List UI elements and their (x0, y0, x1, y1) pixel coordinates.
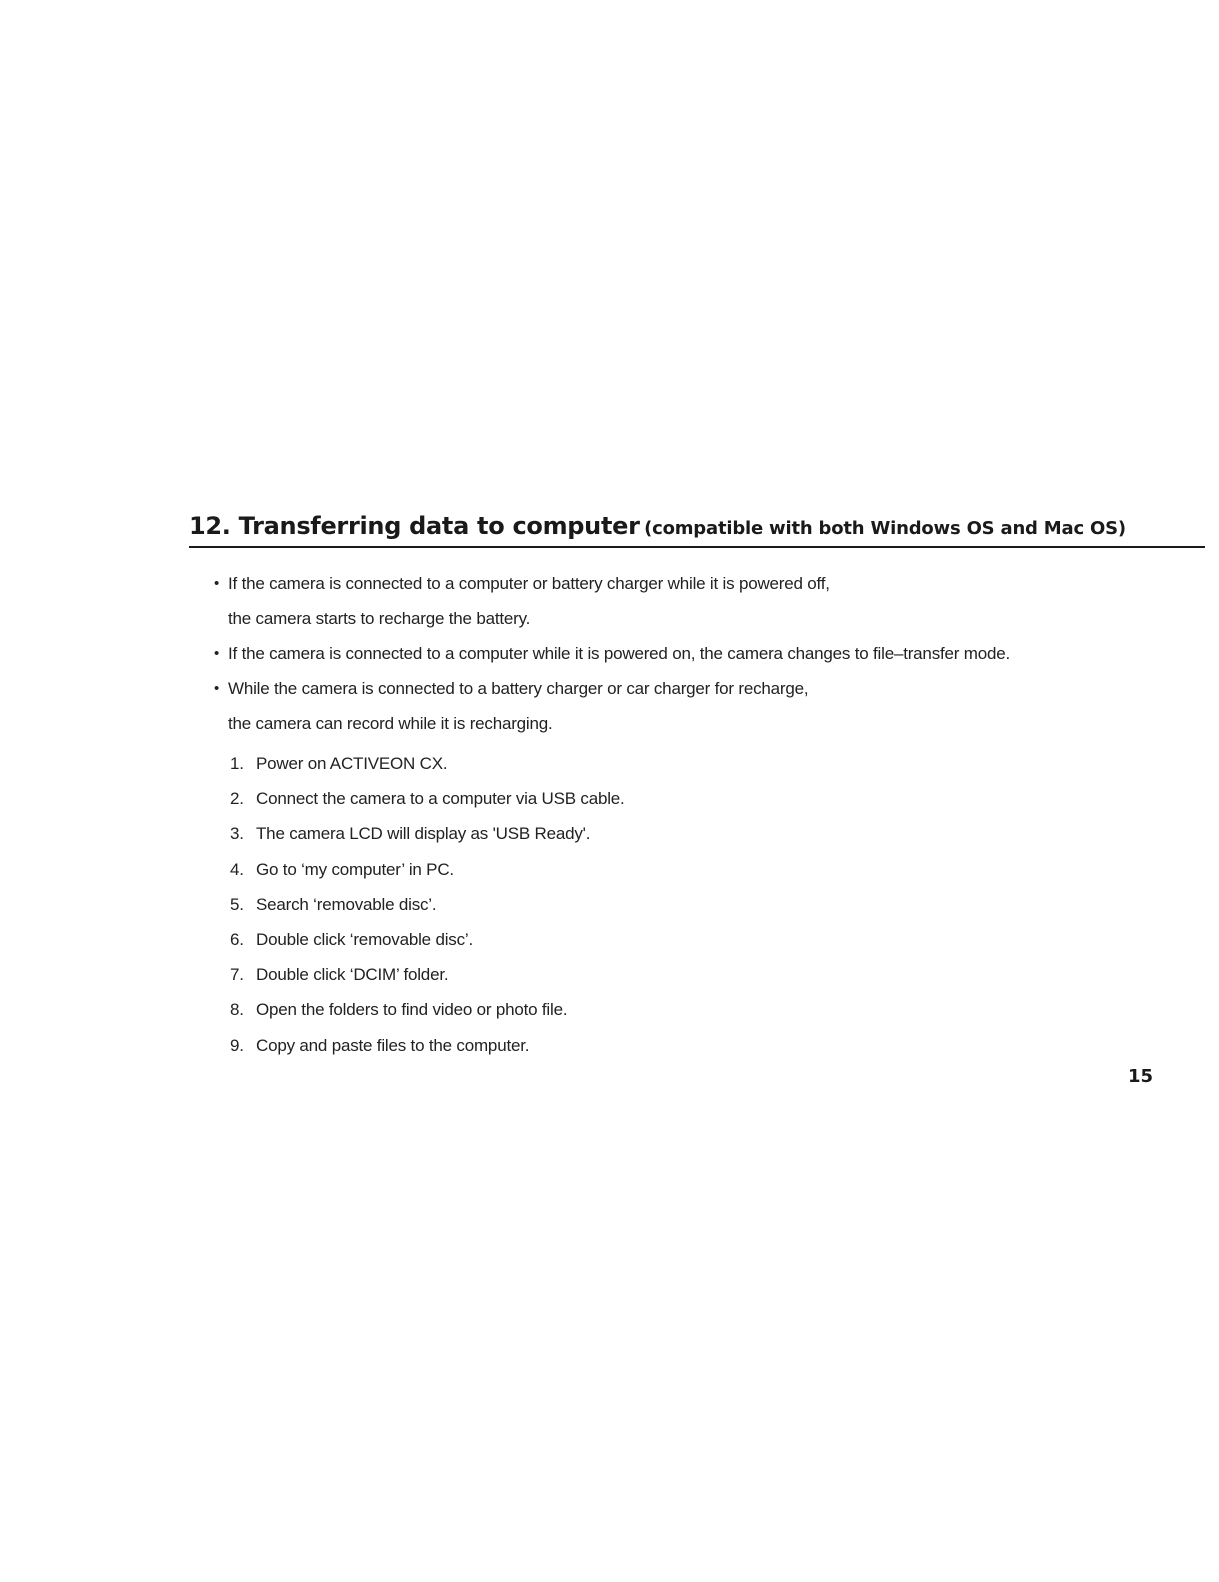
bullet-item (214, 671, 1174, 741)
step-text: Double click ‘removable disc’. (256, 930, 473, 950)
bullet-line: the camera starts to recharge the battery. (228, 609, 531, 628)
bullet-icon: • (214, 575, 220, 592)
step-number: 2. (230, 789, 244, 809)
step-item (230, 816, 930, 851)
step-text: Copy and paste files to the computer. (256, 1035, 530, 1055)
bullet-item (214, 636, 1174, 671)
step-text: Connect the camera to a computer via USB cable. (256, 789, 625, 809)
step-number: 3. (230, 824, 244, 844)
step-item (230, 746, 930, 781)
step-number: 6. (230, 930, 244, 950)
section-subtitle: (compatible with both Windows OS and Mac OS) (644, 518, 1126, 539)
step-text: The camera LCD will display as 'USB Ready'. (256, 824, 591, 844)
step-number: 1. (230, 754, 244, 773)
step-item (230, 992, 930, 1027)
step-number: 8. (230, 1000, 244, 1020)
bullet-line: the camera can record while it is recharging. (228, 714, 553, 733)
step-item (230, 957, 930, 992)
step-item (230, 781, 930, 816)
bullet-icon: • (214, 680, 220, 697)
step-number: 7. (230, 965, 244, 985)
bullet-icon: • (214, 645, 220, 662)
step-item (230, 852, 930, 887)
step-text: Open the folders to find video or photo file. (256, 1000, 568, 1020)
bullet-line: While the camera is connected to a battery charger or car charger for recharge, (228, 679, 809, 698)
bullet-line: If the camera is connected to a computer while it is powered on, the camera changes to file–transfer mode. (228, 644, 1011, 663)
step-item (230, 887, 930, 922)
step-list (230, 746, 930, 1063)
step-text: Power on ACTIVEON CX. (256, 754, 448, 773)
step-text: Double click ‘DCIM’ folder. (256, 965, 449, 985)
step-number: 5. (230, 894, 244, 914)
section-title: 12. Transferring data to computer (189, 512, 640, 540)
step-number: 4. (230, 859, 244, 879)
bullet-item (214, 566, 1174, 636)
step-item (230, 1028, 930, 1063)
step-item (230, 922, 930, 957)
page-number: 15 (1128, 1066, 1154, 1087)
step-text: Go to ‘my computer’ in PC. (256, 859, 454, 879)
info-bullet-list (214, 566, 1174, 741)
step-number: 9. (230, 1035, 244, 1055)
bullet-line: If the camera is connected to a computer or battery charger while it is powered off, (228, 574, 830, 593)
step-text: Search ‘removable disc’. (256, 894, 437, 914)
section-heading (189, 512, 1205, 548)
